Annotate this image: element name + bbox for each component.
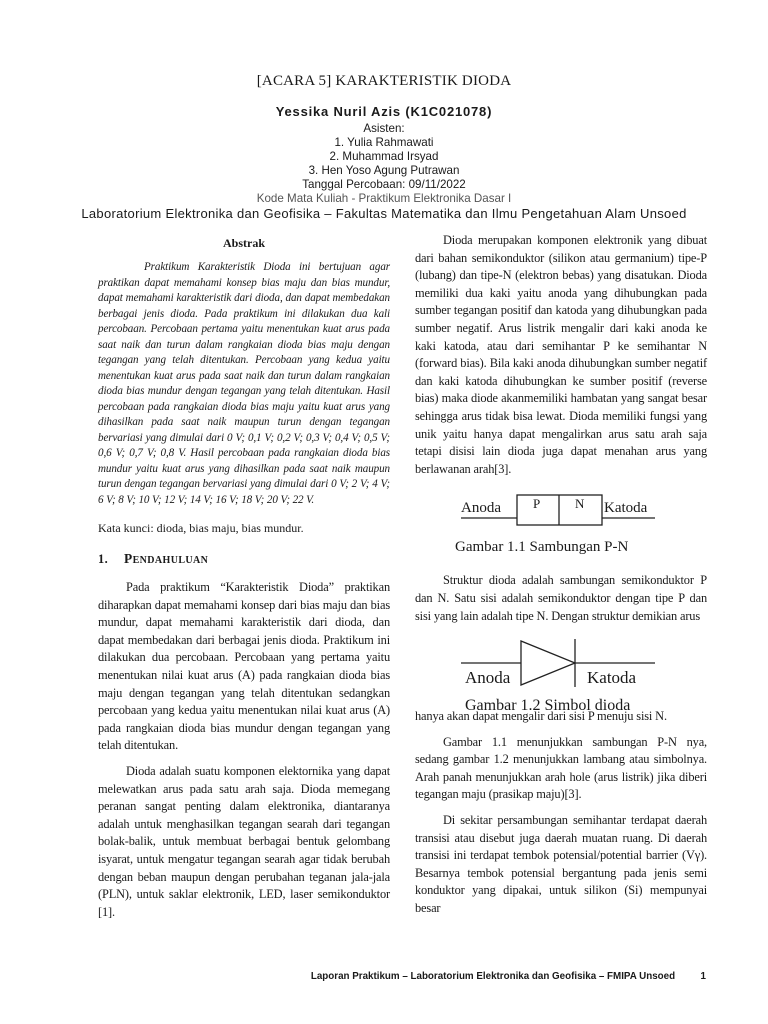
intro-paragraph-2: Dioda adalah suatu komponen elektornika yang dapat melewatkan arus pada satu arah saja. Dioda memegang peranan sangat penting dalam elektronika, diantaranya adalah untuk menghasilkan tegangan searah dari tegangan bolak-balik, untuk membuat berbagai bentuk gelombang isyarat, untuk mengatur tegangan searah agar tidak berubah dengan beban maupun dengan perubahan teganan jala-jala (PLN), untuk saklar elektronik, LED, laser semikonduktor [1]. [98, 763, 390, 919]
abstract-heading: Abstrak [222, 236, 265, 250]
figure-explanation-paragraph: Gambar 1.1 menunjukkan sambungan P-N nya, sedang gambar 1.2 menunjukkan lambang atau simbolnya. Arah panah menunjukkan arah hole (arus listrik) jika diberi tegangan maju (prasikap maju)[3]. [415, 734, 707, 802]
author-name: Yessika Nuril Azis (K1C021078) [275, 104, 493, 119]
assistant-label: Asisten: [363, 122, 405, 135]
left-column [98, 236, 390, 921]
diode-paragraph: Dioda merupakan komponen elektronik yang dibuat dari bahan semikonduktor (silikon atau germanium) tipe-P (lubang) dan tipe-N (elektron bebas) yang disatukan. Dioda memiliki dua kaki yaitu anoda yang dihubungkan pada sumber tegangan positif dan katoda yang dihubungkan pada sumber negatif. Arus listrik mengalir dari kaki anoda ke kaki katoda, atau dari semihantar P ke semihantar N (forward bias). Bila kaki anoda dihubungkan sumber negatif dan kaki katoda dihubungkan ke sumber positif (reverse bias) maka diode akanmemiliki hambatan yang sangat besar sehingga arus tidak bisa lewat. Dioda memiliki fungsi yang unik yaitu hanya dapat mengalirkan arus satu arah saja tetapi disisi lain dioda juga dapat menahan arus yang berlawanan arah[3]. [415, 233, 707, 476]
diode-symbol-diagram [415, 625, 707, 695]
keywords: Kata kunci: dioda, bias maju, bias mundur. [98, 521, 304, 535]
fig2-anoda-label: Anoda [465, 668, 511, 688]
page-number: 1 [700, 971, 706, 982]
structure-paragraph: Struktur dioda adalah sambungan semikonduktor P dan N. Satu sisi adalah semikonduktor dengan tipe P dan sisi yang lain adalah tipe N. Dengan struktur demikian arus [415, 573, 707, 623]
fig2-caption: Gambar 1.2 Simbol dioda [465, 697, 631, 715]
page-footer [311, 971, 706, 982]
abstract-text: Praktikum Karakteristik Dioda ini bertujuan agar praktikan dapat memahami konsep bias maju dan bias mundur, dapat memahami karakteristik dari dioda, dan dapat membedakan berbagai jenis dioda. Pada praktikum ini dilakukan dua kali percobaan. Percobaan pertama yaitu menentukan kuat arus pada saat naik dan turun dalam rangkaian dioda bias maju dengan tegangan yang telah ditentukan. Percobaan yang kedua yaitu menentukan kuat arus pada saat naik dan turun dalam rangkaian dioda bias mundur dengan tegangan yang telah ditentukan. Hasil percobaan pada rangkaian dioda bias maju yaitu kuat arus yang dihasilkan pada saat naik maupun turun dengan tegangan bervariasi yang dimulai dari 0 V; 0,1 V; 0,2 V; 0,3 V; 0,4 V; 0,5 V; 0,6 V; 0,7 V; 0,8 V. Hasil percobaan pada rangkaian dioda bias mundur yaitu kuat arus yang dihasilkan pada saat naik maupun turun dengan tegangan bervariasi yang dimulai dari 0 V; 2 V; 4 V; 6 V; 8 V; 10 V; 12 V; 14 V; 16 V; 18 V; 20 V; 22 V. [98, 261, 390, 506]
flow-paragraph: hanya akan dapat mengalir dari sisi P menuju sisi N. [415, 709, 667, 724]
experiment-date: Tanggal Percobaan: 09/11/2022 [302, 178, 466, 191]
fig2-katoda-label: Katoda [587, 668, 637, 688]
figure-diode-symbol [415, 625, 707, 715]
paper-title: [ACARA 5] KARAKTERISTIK DIODA [256, 73, 512, 89]
right-column [415, 232, 707, 918]
course-code: Kode Mata Kuliah - Praktikum Elektronika Dasar I [256, 192, 512, 205]
section-title-initial: P [124, 551, 133, 566]
section-heading-pendahuluan [98, 551, 390, 567]
figure-pn-junction [415, 482, 707, 566]
fig1-katoda-label: Katoda [604, 500, 648, 517]
lab-affiliation: Laboratorium Elektronika dan Geofisika – Fakultas Matematika dan Ilmu Pengetahuan Alam Unsoed [81, 206, 687, 221]
fig1-caption: Gambar 1.1 Sambungan P-N [455, 539, 629, 556]
fig1-n-label: N [575, 496, 585, 512]
section-title-rest: ENDAHULUAN [132, 555, 209, 566]
fig1-anoda-label: Anoda [461, 500, 501, 517]
footer-text: Laporan Praktikum – Laboratorium Elektronika dan Geofisika – FMIPA Unsoed [310, 971, 676, 982]
section-number: 1. [98, 552, 109, 566]
assistant-3: 3. Hen Yoso Agung Putrawan [308, 164, 460, 177]
fig1-p-label: P [533, 496, 541, 512]
junction-paragraph: Di sekitar persambungan semihantar terdapat daerah transisi atau disebut juga daerah muatan ruang. Di daerah transisi ini terdapat tembok potensial/potential barrier (Vγ). Besarnya tembok potensial bergantung pada jenis semi konduktor yang dipakai, untuk silikon (Si) mempunyai besar [415, 813, 707, 916]
intro-paragraph-1: Pada praktikum “Karakteristik Dioda” praktikan diharapkan dapat memahami konsep dari bias maju dan bias mundur, dapat memahami karakteristik dari dioda, dan dapat membedakan dari berbagai jenis dioda. Praktikum ini dilakukan dua percobaan. Percobaan yang pertama yaitu menentukan nilai kuat arus (A) pada rangkaian dioda bias maju dengan tegangan yang telah ditentukan sedangkan percobaan yang kedua yaitu menentukan nilai kuat arus (A) pada rangkaian dioda bias mundur dengan tegangan yang telah ditentukan. [98, 580, 390, 753]
pn-junction-diagram [415, 482, 707, 542]
assistant-1: 1. Yulia Rahmawati [334, 136, 434, 149]
assistant-2: 2. Muhammad Irsyad [329, 150, 439, 163]
